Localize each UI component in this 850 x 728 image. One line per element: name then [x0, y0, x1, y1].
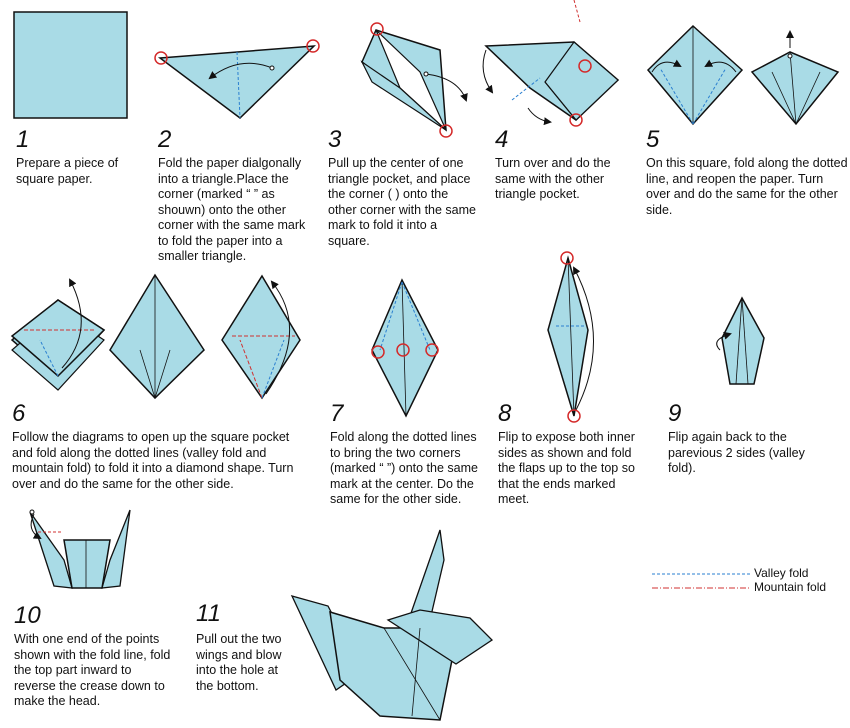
step-text: Flip to expose both inner sides as shown and fold the flaps up to the top so that the ends marked meet. [498, 430, 635, 506]
step-number: 4 [495, 126, 509, 153]
step-number: 10 [14, 602, 41, 629]
step-text: With one end of the points shown with the fold line, fold the top part inward to reverse the crease down to make the head. [14, 632, 171, 708]
legend-valley-label: Valley fold [754, 566, 809, 580]
step-number: 7 [330, 400, 344, 427]
step6-diamond [12, 275, 300, 398]
step8-flaps [548, 252, 594, 422]
step-text: Fold the paper dialgonally into a triangle.Place the corner (marked “ ” as shouwn) onto the other corner with the same mark to fold the paper into a smaller triangle. [158, 156, 306, 263]
step3-pocket [362, 23, 466, 137]
step-text: Fold along the dotted lines to bring the two corners (marked “ ”) onto the same mark at the center. Do the same for the other side. [330, 430, 478, 506]
legend-mountain-label: Mountain fold [754, 580, 827, 594]
step-number: 8 [498, 400, 512, 427]
step1-square [14, 12, 127, 118]
step-text: Pull out the two wings and blow into the hole at the bottom. [196, 632, 282, 693]
step7-kite [372, 280, 438, 416]
step-number: 9 [668, 400, 682, 427]
step9-flip [717, 298, 764, 384]
step-number: 2 [158, 126, 172, 153]
step-text: Flip again back to the parevious 2 sides (valley fold). [668, 430, 805, 475]
step-number: 5 [646, 126, 660, 153]
step-number: 6 [12, 400, 26, 427]
step-number: 1 [16, 126, 30, 153]
step4-turn-over [483, 0, 618, 126]
step-number: 11 [196, 600, 221, 627]
step5-square-fold [648, 26, 838, 124]
step-text: Turn over and do the same with the other triangle pocket. [495, 156, 611, 201]
step-text: Prepare a piece of square paper. [16, 156, 119, 186]
step-text: Pull up the center of one triangle pocket, and place the corner ( ) onto the other corner with the same mark to fold it into a square. [328, 156, 476, 248]
step-number: 3 [328, 126, 342, 153]
step-text: Follow the diagrams to open up the square pocket and fold along the dotted lines (valley fold and mountain fold) to fold it into a diamond shape. Turn over and do the same for the other side. [12, 430, 294, 491]
step-text: On this square, fold along the dotted line, and reopen the paper. Turn over and do the same for the other side. [646, 156, 848, 217]
legend [652, 574, 750, 588]
step2-triangle [155, 40, 319, 118]
step11-crane [292, 530, 492, 720]
step10-head [30, 510, 130, 588]
